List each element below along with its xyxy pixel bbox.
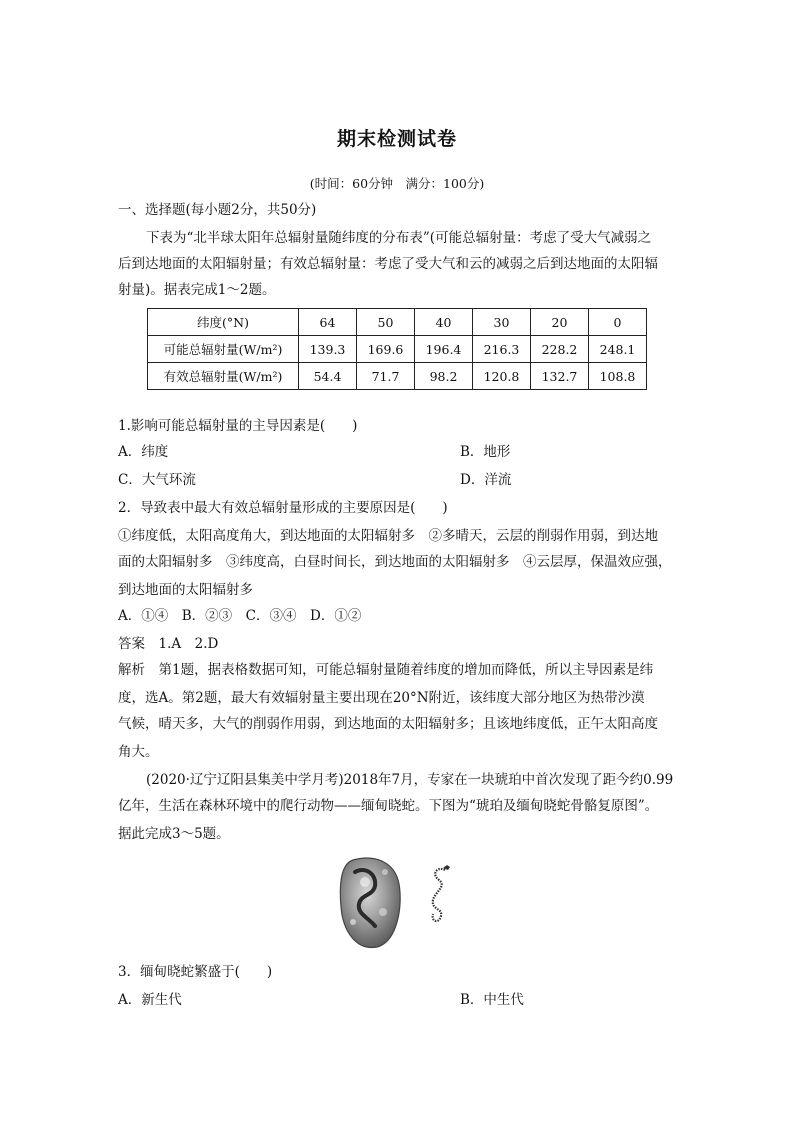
- table-cell: 228.2: [531, 336, 589, 363]
- table-cell: 0: [589, 309, 647, 336]
- table-cell: 169.6: [357, 336, 415, 363]
- table-cell: 纬度(°N): [148, 309, 299, 336]
- answer-line: 答案 1.A 2.D: [118, 636, 219, 652]
- intro-line: (2020·辽宁辽阳县集美中学月考)2018年7月，专家在一块琥珀中首次发现了距今约0.99: [146, 772, 674, 788]
- question-stem: 1.影响可能总辐射量的主导因素是( ): [118, 418, 358, 434]
- amber-fossil-figure: [335, 852, 465, 952]
- statement-line: 到达地面的太阳辐射多: [118, 582, 253, 598]
- option-c: C．大气环流: [118, 472, 196, 488]
- option-d: D．洋流: [460, 472, 512, 488]
- option-row: [118, 470, 678, 490]
- option-b: B．中生代: [460, 992, 524, 1008]
- table-cell: 139.3: [299, 336, 357, 363]
- amber-piece: [340, 858, 400, 947]
- statement-line: 面的太阳辐射多 ③纬度高，白昼时间长，到达地面的太阳辐射多 ④云层厚，保温效应强，: [118, 554, 672, 570]
- table-cell: 108.8: [589, 363, 647, 390]
- table-row: [148, 336, 647, 363]
- table-cell: 50: [357, 309, 415, 336]
- table-cell: 54.4: [299, 363, 357, 390]
- table-row: [148, 363, 647, 390]
- option-row: [118, 990, 678, 1010]
- question-stem: 2．导致表中最大有效总辐射量形成的主要原因是( ): [118, 500, 448, 516]
- table-cell: 71.7: [357, 363, 415, 390]
- table-cell: 30: [473, 309, 531, 336]
- analysis-line: 度，选A。第2题，最大有效辐射量主要出现在20°N附近，该纬度大部分地区为热带沙漠: [118, 690, 645, 706]
- intro-line: 据此完成3～5题。: [118, 826, 230, 842]
- section-heading: 一、选择题(每小题2分，共50分): [118, 202, 317, 218]
- page-title: 期末检测试卷: [336, 128, 457, 150]
- analysis-line: 气候，晴天多，大气的削弱作用弱，到达地面的太阳辐射多；且该地纬度低，正午太阳高度: [118, 716, 658, 732]
- table-cell: 40: [415, 309, 473, 336]
- table-cell: 64: [299, 309, 357, 336]
- option-row: [118, 442, 678, 462]
- table-cell: 有效总辐射量(W/m²): [148, 363, 299, 390]
- table-cell: 120.8: [473, 363, 531, 390]
- table-cell: 132.7: [531, 363, 589, 390]
- table-row: [148, 309, 647, 336]
- intro-line: 后到达地面的太阳辐射量；有效总辐射量：考虑了受大气和云的减弱之后到达地面的太阳辐: [118, 256, 658, 272]
- table-cell: 196.4: [415, 336, 473, 363]
- option-a: A．新生代: [118, 992, 182, 1008]
- analysis-line: 角大。: [118, 744, 159, 760]
- intro-line: 亿年，生活在森林环境中的爬行动物——缅甸晓蛇。下图为“琥珀及缅甸晓蛇骨骼复原图”。: [118, 798, 659, 814]
- question-stem: 3．缅甸晓蛇繁盛于( ): [118, 964, 273, 980]
- table-cell: 20: [531, 309, 589, 336]
- table-cell: 98.2: [415, 363, 473, 390]
- table-cell: 248.1: [589, 336, 647, 363]
- option-b: B．地形: [460, 444, 511, 460]
- radiation-table: [147, 308, 647, 390]
- statement-line: ①纬度低，太阳高度角大，到达地面的太阳辐射多 ②多晴天，云层的削弱作用弱，到达地: [118, 528, 658, 544]
- snake-skeleton: [433, 865, 450, 921]
- table-cell: 可能总辐射量(W/m²): [148, 336, 299, 363]
- analysis-line: 解析 第1题，据表格数据可知，可能总辐射量随着纬度的增加而降低，所以主导因素是纬: [118, 662, 654, 678]
- intro-line: 射量)。据表完成1～2题。: [118, 282, 276, 298]
- option-row: A．①④ B．②③ C．③④ D．①②: [118, 608, 362, 624]
- exam-time-score: (时间：60分钟 满分：100分): [309, 176, 485, 191]
- table-cell: 216.3: [473, 336, 531, 363]
- option-a: A．纬度: [118, 444, 169, 460]
- intro-line: 下表为“北半球太阳年总辐射量随纬度的分布表”(可能总辐射量：考虑了受大气减弱之: [146, 230, 652, 246]
